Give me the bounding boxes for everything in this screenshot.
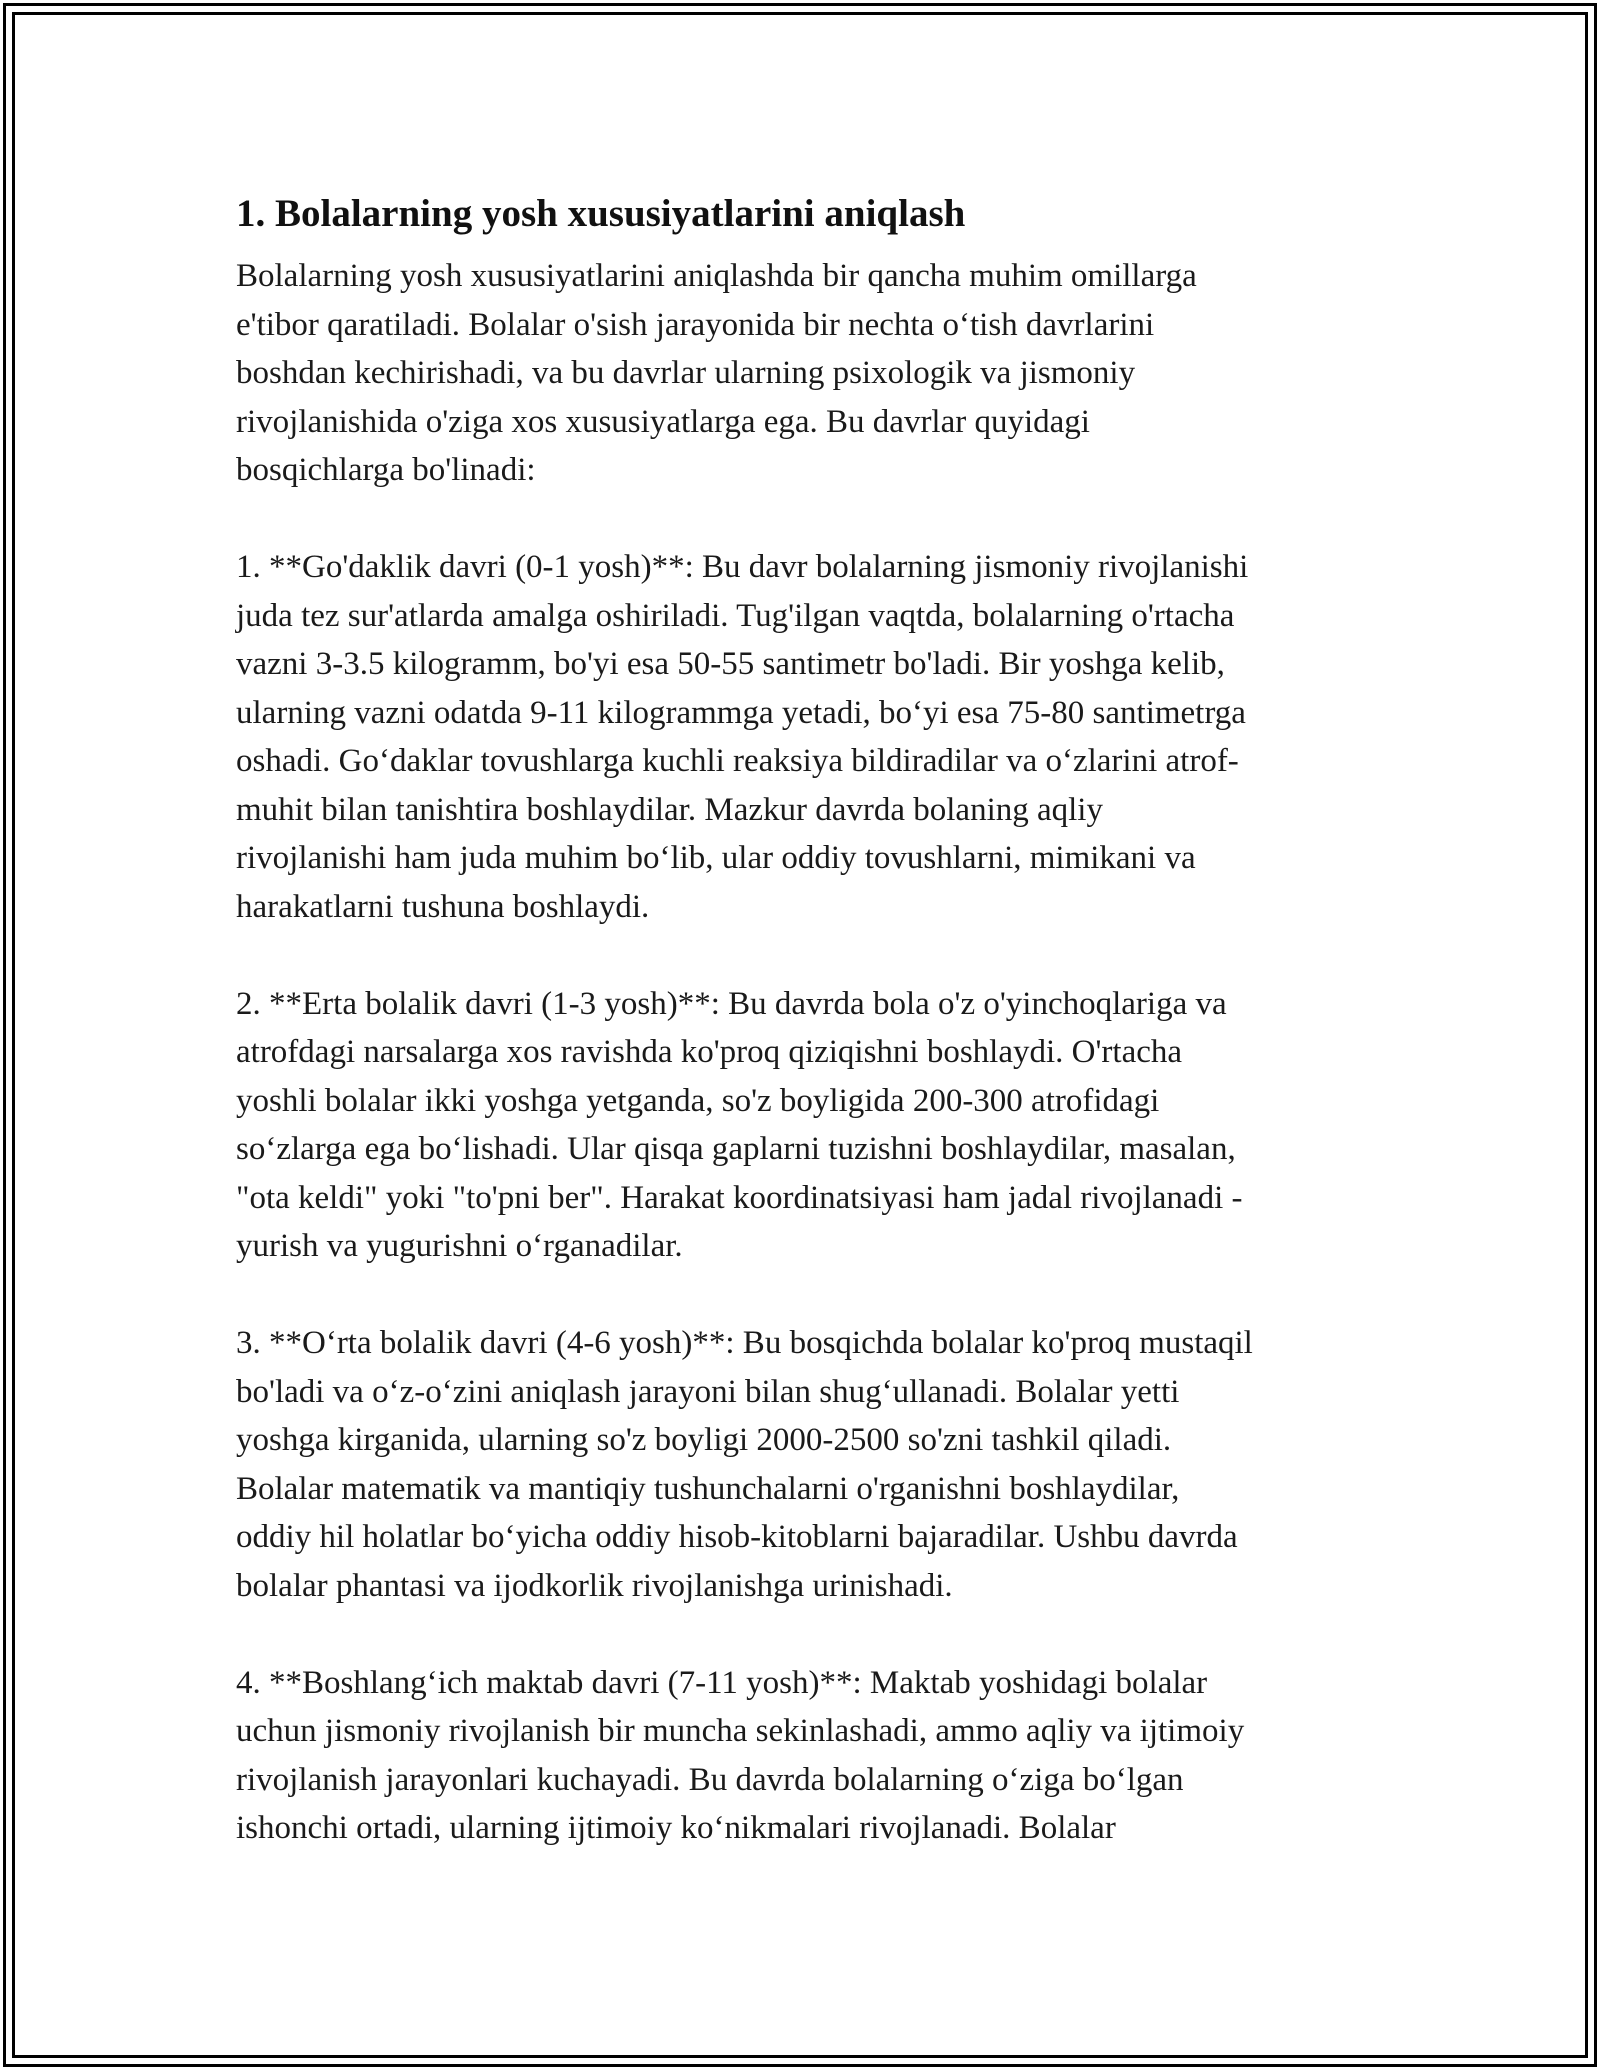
text-line: boshdan kechirishadi, va bu davrlar ularning psixologik va jismoniy bbox=[236, 355, 1136, 391]
text-line: 2. **Erta bolalik davri (1-3 yosh)**: Bu davrda bola o'z o'yinchoqlariga va bbox=[236, 985, 1227, 1022]
section-heading: 1. Bolalarning yosh xususiyatlarini aniqlash bbox=[236, 192, 966, 235]
text-line: bo'ladi va o‘z-o‘zini aniqlash jarayoni bilan shug‘ullanadi. Bolalar yetti bbox=[236, 1373, 1180, 1410]
text-line: juda tez sur'atlarda amalga oshiriladi. Tug'ilgan vaqtda, bolalarning o'rtacha bbox=[236, 597, 1235, 634]
text-line: ularning vazni odatda 9-11 kilogrammga yetadi, bo‘yi esa 75-80 santimetrga bbox=[236, 694, 1246, 731]
text-line: rivojlanishi ham juda muhim bo‘lib, ular oddiy tovushlarni, mimikani va bbox=[236, 840, 1196, 876]
text-line: muhit bilan tanishtira boshlaydilar. Mazkur davrda bolaning aqliy bbox=[236, 791, 1103, 828]
text-line: so‘zlarga ega bo‘lishadi. Ular qisqa gaplarni tuzishni boshlaydilar, masalan, bbox=[236, 1131, 1236, 1167]
stage-1-paragraph bbox=[236, 543, 1386, 931]
text-line: vazni 3-3.5 kilogramm, bo'yi esa 50-55 santimetr bo'ladi. Bir yoshga kelib, bbox=[236, 646, 1225, 682]
intro-paragraph bbox=[236, 252, 1386, 495]
text-line: ishonchi ortadi, ularning ijtimoiy ko‘nikmalari rivojlanadi. Bolalar bbox=[236, 1810, 1116, 1846]
text-line: bosqichlarga bo'linadi: bbox=[236, 452, 536, 488]
text-line: rivojlanishida o'ziga xos xususiyatlarga ega. Bu davrlar quyidagi bbox=[236, 403, 1090, 440]
text-line: bolalar phantasi va ijodkorlik rivojlanishga urinishadi. bbox=[236, 1567, 953, 1604]
stage-4-paragraph bbox=[236, 1659, 1386, 1853]
text-line: yoshga kirganida, ularning so'z boyligi 2000-2500 so'zni tashkil qiladi. bbox=[236, 1422, 1172, 1458]
text-line: atrofdagi narsalarga xos ravishda ko'proq qiziqishni boshlaydi. O'rtacha bbox=[236, 1034, 1183, 1070]
text-line: yurish va yugurishni o‘rganadilar. bbox=[236, 1228, 683, 1264]
text-line: rivojlanish jarayonlari kuchayadi. Bu davrda bolalarning o‘ziga bo‘lgan bbox=[236, 1761, 1184, 1798]
text-line: oddiy hil holatlar bo‘yicha oddiy hisob-kitoblarni bajaradilar. Ushbu davrda bbox=[236, 1519, 1238, 1555]
stage-3-paragraph bbox=[236, 1319, 1386, 1610]
text-line: oshadi. Go‘daklar tovushlarga kuchli reaksiya bildiradilar va o‘zlarini atrof- bbox=[236, 743, 1239, 779]
text-line: harakatlarni tushuna boshlaydi. bbox=[236, 888, 650, 925]
text-line: Bolalarning yosh xususiyatlarini aniqlashda bir qancha muhim omillarga bbox=[236, 258, 1197, 294]
text-line: 3. **O‘rta bolalik davri (4-6 yosh)**: Bu bosqichda bolalar ko'proq mustaqil bbox=[236, 1325, 1253, 1361]
text-line: "ota keldi" yoki "to'pni ber". Harakat koordinatsiyasi ham jadal rivojlanadi - bbox=[236, 1179, 1243, 1216]
text-line: 1. **Go'daklik davri (0-1 yosh)**: Bu davr bolalarning jismoniy rivojlanishi bbox=[236, 549, 1249, 585]
text-line: uchun jismoniy rivojlanish bir muncha sekinlashadi, ammo aqliy va ijtimoiy bbox=[236, 1713, 1245, 1749]
text-line: Bolalar matematik va mantiqiy tushunchalarni o'rganishni boshlaydilar, bbox=[236, 1470, 1180, 1507]
stage-2-paragraph bbox=[236, 980, 1386, 1271]
text-line: yoshli bolalar ikki yoshga yetganda, so'z boyligida 200-300 atrofidagi bbox=[236, 1082, 1160, 1119]
text-line: e'tibor qaratiladi. Bolalar o'sish jarayonida bir nechta o‘tish davrlarini bbox=[236, 306, 1155, 343]
document-body bbox=[236, 186, 1386, 1901]
text-line: 4. **Boshlang‘ich maktab davri (7-11 yosh)**: Maktab yoshidagi bolalar bbox=[236, 1664, 1208, 1701]
